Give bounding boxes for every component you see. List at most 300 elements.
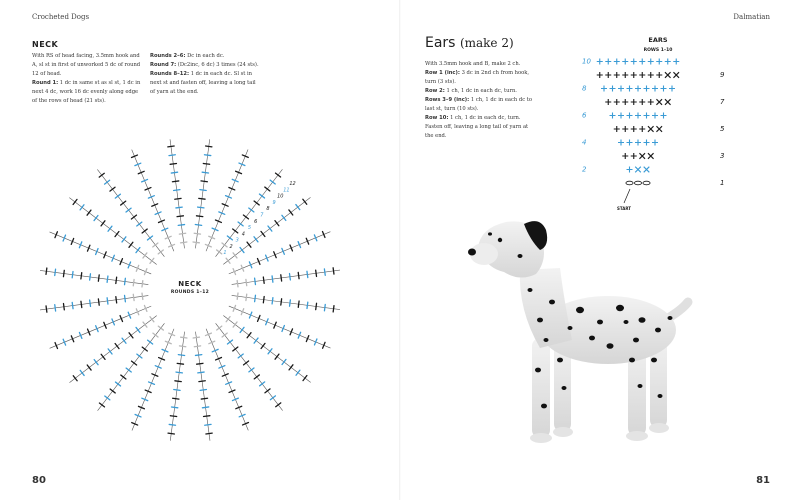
neck-stitch-mark — [81, 301, 82, 307]
neck-stitch-mark — [46, 306, 47, 312]
neck-heading: NECK — [32, 40, 59, 49]
neck-stitch-mark — [290, 300, 291, 306]
neck-stitch-mark — [107, 298, 108, 304]
ears-start-arrow — [624, 189, 630, 203]
neck-stitch-mark — [324, 304, 325, 310]
neck-stitch-mark — [239, 414, 245, 416]
neck-stitch-mark — [229, 187, 235, 189]
neck-stitch-mark — [257, 259, 259, 265]
neck-stitch-mark — [115, 232, 119, 237]
neck-spoke — [40, 293, 148, 312]
rounds8-12-label: Rounds 8–12: — [150, 71, 190, 77]
neck-stitch-mark — [136, 309, 138, 315]
neck-stitch-mark — [205, 333, 211, 335]
ears-stitch — [618, 140, 624, 146]
neck-stitch-mark — [112, 319, 114, 325]
neck-stitch-mark — [108, 349, 112, 354]
neck-stitch-mark — [80, 205, 84, 210]
neck-round-number: 10 — [277, 193, 284, 200]
ears-row-number-left: 4 — [582, 138, 587, 147]
ears-stitch — [631, 126, 637, 132]
neck-stitch-mark — [115, 382, 120, 386]
neck-spoke — [232, 293, 340, 312]
ears-stitch — [627, 113, 633, 119]
ears-stitch — [601, 86, 607, 92]
neck-stitch-mark — [169, 244, 175, 246]
ears-inc-stitch — [639, 153, 645, 159]
neck-stitch-mark — [324, 269, 325, 275]
neck-stitch-mark — [195, 225, 201, 226]
neck-stitch-mark — [94, 360, 98, 365]
neck-stitch-mark — [149, 382, 155, 384]
neck-stitch-mark — [145, 390, 151, 392]
neck-stitch-mark — [63, 304, 64, 310]
neck-stitch-mark — [202, 172, 208, 173]
neck-stitch-mark — [152, 374, 158, 376]
neck-stitch-mark — [126, 368, 131, 372]
neck-stitch-mark — [233, 269, 235, 275]
neck-stitch-mark — [232, 179, 238, 181]
neck-stitch-mark — [247, 333, 251, 338]
dog-spot — [576, 307, 584, 313]
neck-stitch-mark — [206, 146, 212, 147]
neck-spoke-line — [232, 270, 340, 284]
neck-stitch-mark — [259, 194, 264, 198]
neck-stitch-mark — [249, 208, 254, 212]
ears-row10 — [425, 114, 535, 141]
ears-stitch — [627, 167, 633, 173]
dog-spot — [549, 300, 555, 305]
neck-stitch-mark — [226, 382, 232, 384]
neck-stitch-mark — [193, 242, 199, 243]
neck-stitch-mark — [216, 357, 222, 359]
dog-spot — [557, 358, 563, 363]
neck-stitch-mark — [179, 233, 185, 234]
neck-stitch-mark — [120, 259, 122, 265]
neck-stitch-mark — [261, 231, 265, 236]
neck-stitch-mark — [266, 255, 268, 261]
neck-stitch-mark — [303, 376, 307, 381]
neck-stitch-mark — [298, 332, 300, 338]
dog-spot — [544, 338, 549, 342]
neck-stitch-mark — [155, 366, 161, 368]
ears-inc-stitch — [673, 72, 679, 78]
neck-round-number: 11 — [283, 187, 290, 194]
neck-stitch-mark — [79, 242, 81, 248]
neck-stitch-mark — [115, 194, 120, 198]
neck-stitch-mark — [81, 273, 82, 279]
neck-round-number: 1 — [223, 250, 227, 257]
neck-stitch-mark — [46, 268, 47, 274]
neck-stitch-mark — [55, 269, 56, 275]
neck-stitch-mark — [243, 423, 249, 425]
ears-rows3-9 — [425, 96, 535, 114]
neck-stitch-mark — [87, 210, 91, 215]
neck-diagram-label — [155, 280, 225, 295]
neck-stitch-mark — [138, 406, 144, 408]
ears-stitch — [622, 126, 628, 132]
neck-stitch-mark — [200, 190, 206, 191]
neck-stitch-mark — [229, 390, 235, 392]
neck-stitch-mark — [240, 327, 244, 332]
round7-label: Round 7: — [150, 62, 177, 68]
neck-stitch-mark — [333, 306, 334, 312]
neck-stitch-mark — [209, 341, 215, 343]
ears-stitch — [652, 86, 658, 92]
neck-stitch-mark — [128, 312, 130, 318]
neck-stitch-mark — [296, 205, 300, 210]
neck-stitch-mark — [266, 319, 268, 325]
neck-stitch-mark — [290, 245, 292, 251]
neck-stitch-mark — [96, 249, 98, 255]
ears-stitch — [652, 140, 658, 146]
neck-stitch-mark — [125, 295, 126, 301]
neck-stitch-mark — [240, 247, 244, 252]
ears-row-number-right: 7 — [720, 98, 725, 106]
ears-stitch — [622, 59, 628, 65]
neck-stitch-mark — [215, 220, 221, 222]
ears-stitch — [614, 99, 620, 105]
neck-stitch-mark — [181, 337, 187, 338]
rows3-9-text: 1 ch, 1 dc in each dc to last st, turn (10 sts). — [425, 97, 532, 112]
ears-inc-stitch — [656, 126, 662, 132]
ears-stitch — [673, 59, 679, 65]
neck-rounds8-12 — [150, 70, 262, 97]
neck-stitch-mark — [173, 398, 179, 399]
neck-stitch-mark — [272, 298, 273, 304]
neck-stitch-mark — [222, 374, 228, 376]
neck-stitch-mark — [135, 414, 141, 416]
ears-inc-stitch — [635, 167, 641, 173]
neck-stitch-mark — [169, 333, 175, 335]
neck-stitch-mark — [72, 271, 73, 277]
neck-stitch-mark — [233, 253, 237, 258]
ears-stitch — [627, 140, 633, 146]
neck-spoke-line — [40, 296, 148, 310]
neck-stitch-mark — [247, 242, 251, 247]
dog-spot — [668, 316, 673, 320]
neck-stitch-mark — [276, 403, 281, 407]
ears-stitch — [631, 153, 637, 159]
neck-stitch-mark — [323, 342, 325, 348]
ears-crochet-chart — [568, 33, 748, 218]
neck-spoke — [216, 169, 283, 256]
neck-stitch-mark — [148, 196, 154, 198]
neck-stitch-mark — [314, 235, 316, 241]
neck-stitch-mark — [87, 245, 89, 251]
ears-row-number-left: 10 — [582, 57, 591, 66]
ears-stitch — [605, 59, 611, 65]
neck-stitch-mark — [121, 375, 126, 379]
neck-stitch-mark — [162, 349, 168, 351]
neck-stitch-mark — [63, 235, 65, 241]
neck-stitch-mark — [101, 354, 105, 359]
neck-stitch-mark — [107, 276, 108, 282]
neck-stitch-mark — [178, 225, 184, 226]
neck-stitch-mark — [148, 340, 153, 344]
neck-stitch-mark — [199, 381, 205, 382]
neck-stitch-mark — [209, 236, 215, 238]
ears-heading — [425, 35, 514, 51]
neck-stitch-mark — [198, 207, 204, 208]
neck-round-number: 4 — [241, 231, 245, 238]
neck-stitch-mark — [136, 265, 138, 271]
neck-stitch-mark — [153, 243, 158, 247]
neck-spoke — [98, 323, 165, 410]
neck-stitch-mark — [298, 301, 299, 307]
neck-stitch-mark — [226, 258, 230, 263]
row10-label: Row 10: — [425, 115, 449, 121]
neck-stitch-mark — [198, 372, 204, 373]
neck-stitch-mark — [236, 406, 242, 408]
neck-round-number: 6 — [254, 218, 258, 225]
neck-stitch-mark — [105, 180, 110, 184]
neck-round-number: 8 — [266, 206, 270, 213]
neck-stitch-mark — [290, 274, 291, 280]
ears-stitch — [597, 72, 603, 78]
neck-stitch-mark — [104, 322, 106, 328]
right-page — [400, 0, 800, 500]
neck-stitch-mark — [275, 221, 279, 226]
dalmatian-photo — [460, 210, 720, 460]
neck-stitch-mark — [101, 221, 105, 226]
neck-stitch-mark — [73, 199, 77, 204]
neck-diagram-subtitle: ROUNDS 1–12 — [170, 290, 210, 295]
ears-inc-stitch — [665, 72, 671, 78]
neck-stitch-mark — [249, 262, 251, 268]
ears-stitch — [605, 72, 611, 78]
neck-stitch-mark — [316, 303, 317, 309]
neck-stitch-mark — [55, 232, 57, 238]
neck-stitch-mark — [227, 236, 232, 240]
neck-stitch-mark — [178, 355, 184, 356]
neck-stitch-mark — [144, 269, 146, 275]
neck-stitch-mark — [296, 370, 300, 375]
neck-stitch-mark — [104, 252, 106, 258]
neck-stitch-mark — [121, 201, 126, 205]
ears-stitch — [639, 59, 645, 65]
ears-stitch — [614, 72, 620, 78]
dog-spot — [541, 404, 547, 409]
neck-stitch-mark — [158, 250, 163, 254]
dog-spot — [658, 394, 663, 398]
neck-stitch-mark — [55, 305, 56, 311]
neck-stitch-mark — [90, 300, 91, 306]
neck-stitch-mark — [306, 238, 308, 244]
neck-stitch-mark — [274, 252, 276, 258]
row1-label: Row 1 (inc): — [425, 70, 460, 76]
ears-title: Ears — [425, 35, 456, 51]
neck-stitch-mark — [73, 376, 77, 381]
ears-row-number-left: 6 — [582, 111, 587, 120]
neck-stitch-mark — [212, 228, 218, 230]
neck-stitch-mark — [206, 433, 212, 434]
neck-stitch-mark — [272, 276, 273, 282]
dog-spot — [655, 328, 661, 333]
neck-stitch-mark — [255, 278, 256, 284]
ears-stitch — [656, 72, 662, 78]
neck-stitch-mark — [120, 316, 122, 322]
neck-stitch-mark — [171, 172, 177, 173]
neck-stitch-mark — [169, 424, 175, 425]
neck-stitch-mark — [268, 226, 272, 231]
round1-text: 1 dc in same st as sl st, 1 dc in next 4 dc, work 16 dc evenly along edge of the rows of head (21 sts). — [32, 80, 141, 104]
neck-stitch-mark — [142, 229, 147, 233]
neck-stitch-mark — [233, 229, 238, 233]
neck-round-number: 3 — [235, 237, 239, 244]
ears-stitch — [622, 153, 628, 159]
neck-stitch-mark — [282, 359, 286, 364]
neck-stitch-mark — [323, 232, 325, 238]
dog-spot — [639, 317, 646, 323]
ears-inc-stitch — [648, 153, 654, 159]
neck-stitch-mark — [222, 243, 227, 247]
neck-stitch-mark — [150, 317, 154, 322]
neck-stitch-mark — [226, 196, 232, 198]
running-head-left: Crocheted Dogs — [32, 13, 90, 21]
neck-stitch-mark — [79, 332, 81, 338]
ears-stitch — [648, 99, 654, 105]
neck-stitch-mark — [158, 326, 163, 330]
neck-stitch-mark — [316, 270, 317, 276]
neck-stitch-mark — [88, 329, 90, 335]
neck-stitch-mark — [238, 354, 243, 358]
neck-stitch-mark — [307, 271, 308, 277]
neck-stitch-mark — [226, 317, 230, 322]
neck-round7 — [150, 61, 262, 70]
ears-instructions — [425, 60, 535, 141]
ears-stitch — [622, 72, 628, 78]
neck-rounds2-6 — [150, 52, 262, 61]
neck-stitch-mark — [199, 198, 205, 199]
ears-stitch — [614, 126, 620, 132]
neck-spoke-line — [40, 270, 148, 284]
neck-stitch-mark — [263, 296, 264, 302]
neck-stitch-mark — [132, 361, 137, 365]
ears-row-number-right: 3 — [720, 152, 725, 160]
neck-stitch-mark — [71, 336, 73, 342]
neck-stitch-mark — [126, 208, 131, 212]
ears-chart-start-label: START — [616, 206, 632, 211]
ears-chain-stitch — [643, 181, 650, 185]
neck-stitch-mark — [265, 187, 270, 191]
ears-stitch — [635, 113, 641, 119]
neck-stitch-mark — [290, 329, 292, 335]
ears-stitch — [648, 59, 654, 65]
neck-stitch-mark — [204, 416, 210, 417]
ears-stitch — [639, 126, 645, 132]
neck-stitch-mark — [162, 228, 168, 230]
neck-stitch-mark — [212, 349, 218, 351]
neck-stitch-mark — [72, 302, 73, 308]
neck-stitch-mark — [232, 398, 238, 400]
neck-stitch-mark — [133, 279, 134, 285]
neck-stitch-mark — [197, 363, 203, 364]
neck-stitch-mark — [217, 326, 222, 330]
neck-stitch-mark — [152, 204, 158, 206]
row10-text: 1 ch, 1 dc in each dc, turn. Fasten off, leaving a long tail of yarn at the end. — [425, 115, 529, 139]
neck-stitch-mark — [147, 236, 152, 240]
ears-row2 — [425, 87, 535, 96]
neck-stitch-mark — [145, 188, 151, 190]
neck-spoke — [168, 332, 187, 441]
page-number-right: 81 — [756, 475, 770, 486]
neck-stitch-mark — [155, 212, 161, 214]
dog-spot — [651, 358, 657, 363]
neck-stitch-mark — [274, 322, 276, 328]
row2-label: Row 2: — [425, 88, 445, 94]
dog-spot — [638, 384, 643, 388]
neck-spoke — [232, 268, 340, 287]
ears-stitch — [635, 86, 641, 92]
ears-stitch — [605, 99, 611, 105]
neck-stitch-mark — [242, 155, 248, 157]
dog-spot — [624, 320, 629, 324]
neck-stitch-mark — [142, 293, 143, 299]
neck-stitch-mark — [176, 372, 182, 373]
neck-stitch-mark — [168, 433, 174, 434]
ears-stitch — [597, 59, 603, 65]
neck-stitch-mark — [150, 258, 154, 263]
ears-stitch — [661, 113, 667, 119]
row1-text: 3 dc in 2nd ch from hook, turn (3 sts). — [425, 70, 530, 85]
neck-stitch-mark — [129, 242, 133, 247]
ears-title-suffix: (make 2) — [459, 36, 514, 50]
neck-stitch-mark — [170, 163, 176, 164]
ears-row-number-left: 2 — [582, 165, 587, 174]
neck-stitch-mark — [115, 344, 119, 349]
neck-stitch-mark — [138, 171, 144, 173]
neck-stitch-mark — [105, 396, 110, 400]
neck-stitch-mark — [133, 294, 134, 300]
neck-stitch-mark — [99, 403, 104, 407]
neck-stitch-mark — [153, 333, 158, 337]
neck-stitch-mark — [90, 274, 91, 280]
neck-stitch-mark — [205, 424, 211, 425]
dog-spot — [537, 318, 543, 323]
neck-stitch-mark — [255, 295, 256, 301]
neck-stitch-mark — [87, 365, 91, 370]
neck-stitch-mark — [254, 201, 259, 205]
ears-stitch — [652, 113, 658, 119]
neck-intro: With RS of head facing, 3.5mm hook and A, sl st in first of unworked 5 dc of round 12 of head. — [32, 53, 141, 77]
ears-stitch — [635, 140, 641, 146]
neck-stitch-mark — [96, 326, 98, 332]
neck-stitch-mark — [142, 347, 147, 351]
neck-stitch-mark — [289, 365, 293, 370]
neck-stitch-mark — [260, 382, 265, 386]
neck-stitch-mark — [112, 255, 114, 261]
neck-stitch-mark — [194, 346, 200, 347]
dog-spot — [629, 358, 635, 363]
neck-spoke-line — [232, 295, 340, 309]
dog-spot — [597, 320, 603, 325]
round7-text: (Dc2inc, 6 dc) 3 times (24 sts). — [176, 62, 259, 68]
dog-spot — [568, 326, 573, 330]
neck-stitch-mark — [333, 268, 334, 274]
neck-stitch-mark — [289, 210, 293, 215]
ears-stitch — [618, 86, 624, 92]
neck-instructions-col2 — [150, 52, 262, 97]
ears-row-number-right: 5 — [720, 125, 725, 133]
neck-stitch-mark — [169, 155, 175, 156]
neck-stitch-mark — [204, 155, 210, 156]
neck-stitch-mark — [174, 390, 180, 391]
neck-stitch-mark — [125, 278, 126, 284]
ears-stitch — [639, 72, 645, 78]
neck-stitch-mark — [227, 340, 232, 344]
neck-stitch-mark — [135, 163, 141, 165]
